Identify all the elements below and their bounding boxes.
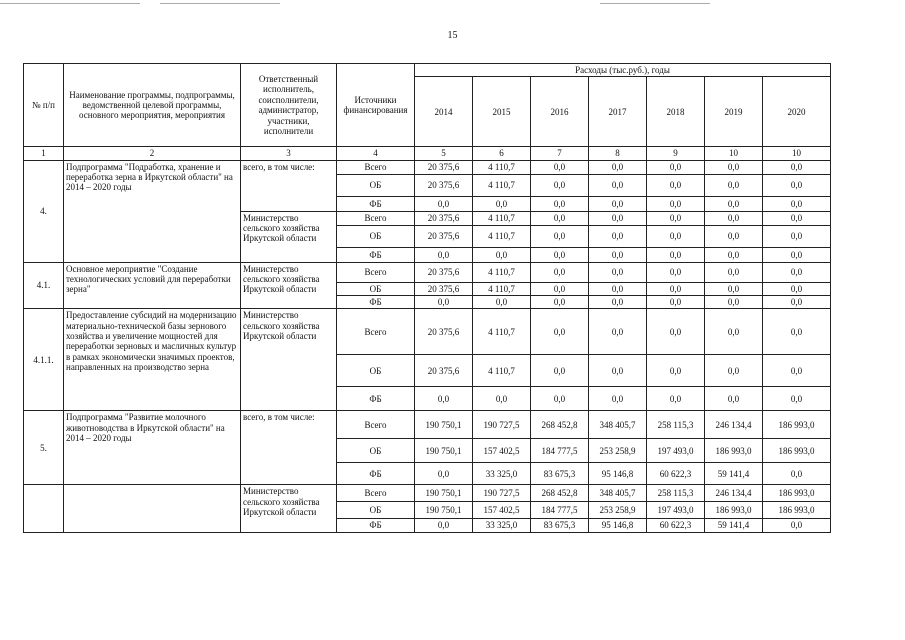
scan-artifact-middle xyxy=(160,3,280,4)
value-cell: 60 622,3 xyxy=(647,519,705,532)
value-cell: 95 146,8 xyxy=(589,463,647,485)
value-cell: 0,0 xyxy=(589,282,647,295)
column-number: 1 xyxy=(24,147,64,160)
value-cell: 197 493,0 xyxy=(647,439,705,463)
value-cell: 0,0 xyxy=(705,355,763,387)
value-cell: 184 777,5 xyxy=(531,502,589,519)
value-cell: 0,0 xyxy=(705,225,763,247)
header-executor: Ответственный исполнитель, соисполнители, администратор, участники, исполнители xyxy=(241,64,337,147)
value-cell: 20 375,6 xyxy=(415,174,473,196)
executor-cell: Министерство сельского хозяйства Иркутской области xyxy=(241,309,337,411)
value-cell: 0,0 xyxy=(531,262,589,282)
value-cell: 0,0 xyxy=(531,211,589,225)
value-cell: 0,0 xyxy=(647,174,705,196)
value-cell: 186 993,0 xyxy=(705,439,763,463)
value-cell: 258 115,3 xyxy=(647,485,705,502)
row-number xyxy=(24,485,64,532)
value-cell: 0,0 xyxy=(763,174,831,196)
value-cell: 0,0 xyxy=(763,160,831,174)
value-cell: 197 493,0 xyxy=(647,502,705,519)
value-cell: 60 622,3 xyxy=(647,463,705,485)
value-cell: 20 375,6 xyxy=(415,355,473,387)
value-cell: 0,0 xyxy=(763,282,831,295)
column-number: 4 xyxy=(337,147,415,160)
value-cell: 0,0 xyxy=(705,387,763,411)
value-cell: 0,0 xyxy=(589,262,647,282)
value-cell: 95 146,8 xyxy=(589,519,647,532)
value-cell: 0,0 xyxy=(705,196,763,211)
source-cell: ОБ xyxy=(337,174,415,196)
value-cell: 0,0 xyxy=(705,309,763,355)
source-cell: Всего xyxy=(337,309,415,355)
value-cell: 0,0 xyxy=(705,174,763,196)
column-number: 7 xyxy=(531,147,589,160)
source-cell: ОБ xyxy=(337,282,415,295)
header-num: № п/п xyxy=(24,64,64,147)
value-cell: 190 750,1 xyxy=(415,502,473,519)
column-number: 5 xyxy=(415,147,473,160)
value-cell: 190 727,5 xyxy=(473,485,531,502)
value-cell: 190 727,5 xyxy=(473,411,531,439)
value-cell: 0,0 xyxy=(589,225,647,247)
value-cell: 0,0 xyxy=(647,309,705,355)
source-cell: Всего xyxy=(337,411,415,439)
header-name: Наименование программы, подпрограммы, ведомственной целевой программы, основного мероприятия, мероприятия xyxy=(64,64,241,147)
source-cell: Всего xyxy=(337,211,415,225)
value-cell: 0,0 xyxy=(531,387,589,411)
value-cell: 0,0 xyxy=(705,247,763,262)
source-cell: ОБ xyxy=(337,502,415,519)
value-cell: 348 405,7 xyxy=(589,485,647,502)
item-name xyxy=(64,485,241,532)
value-cell: 20 375,6 xyxy=(415,160,473,174)
source-cell: ФБ xyxy=(337,196,415,211)
scan-artifact-right xyxy=(600,3,710,4)
column-number: 9 xyxy=(647,147,705,160)
value-cell: 186 993,0 xyxy=(763,439,831,463)
column-number: 8 xyxy=(589,147,647,160)
source-cell: Всего xyxy=(337,262,415,282)
value-cell: 83 675,3 xyxy=(531,463,589,485)
column-number: 6 xyxy=(473,147,531,160)
value-cell: 0,0 xyxy=(647,247,705,262)
value-cell: 0,0 xyxy=(415,387,473,411)
header-year: 2020 xyxy=(763,77,831,147)
value-cell: 0,0 xyxy=(589,296,647,309)
value-cell: 20 375,6 xyxy=(415,225,473,247)
value-cell: 0,0 xyxy=(647,355,705,387)
column-number: 3 xyxy=(241,147,337,160)
value-cell: 268 452,8 xyxy=(531,411,589,439)
value-cell: 0,0 xyxy=(473,196,531,211)
value-cell: 0,0 xyxy=(763,225,831,247)
value-cell: 0,0 xyxy=(647,211,705,225)
value-cell: 4 110,7 xyxy=(473,225,531,247)
value-cell: 0,0 xyxy=(763,519,831,532)
table-header xyxy=(24,64,831,161)
value-cell: 0,0 xyxy=(647,262,705,282)
header-expenses: Расходы (тыс.руб.), годы xyxy=(415,64,831,77)
value-cell: 157 402,5 xyxy=(473,502,531,519)
value-cell: 0,0 xyxy=(647,282,705,295)
value-cell: 0,0 xyxy=(647,196,705,211)
value-cell: 190 750,1 xyxy=(415,411,473,439)
value-cell: 0,0 xyxy=(415,196,473,211)
executor-cell: Министерство сельского хозяйства Иркутской области xyxy=(241,262,337,309)
value-cell: 246 134,4 xyxy=(705,411,763,439)
source-cell: Всего xyxy=(337,160,415,174)
value-cell: 20 375,6 xyxy=(415,211,473,225)
header-year: 2014 xyxy=(415,77,473,147)
value-cell: 0,0 xyxy=(415,519,473,532)
table-row xyxy=(24,411,831,439)
row-number: 4.1. xyxy=(24,262,64,309)
value-cell: 0,0 xyxy=(763,211,831,225)
value-cell: 258 115,3 xyxy=(647,411,705,439)
value-cell: 0,0 xyxy=(531,225,589,247)
source-cell: ФБ xyxy=(337,463,415,485)
value-cell: 0,0 xyxy=(531,160,589,174)
item-name: Подпрограмма "Подработка, хранение и переработка зерна в Иркутской области" на 2014 – 2020 годы xyxy=(64,160,241,262)
value-cell: 0,0 xyxy=(763,309,831,355)
value-cell: 0,0 xyxy=(531,282,589,295)
value-cell: 4 110,7 xyxy=(473,355,531,387)
value-cell: 0,0 xyxy=(647,296,705,309)
value-cell: 186 993,0 xyxy=(763,502,831,519)
table-row xyxy=(24,309,831,355)
item-name: Предоставление субсидий на модернизацию материально-технической базы зернового хозяйства и увеличение мощностей для переработки зерновых и масличных культур в рамках экономически значимых проектов, направленных на производство зерна xyxy=(64,309,241,411)
value-cell: 0,0 xyxy=(589,247,647,262)
value-cell: 4 110,7 xyxy=(473,309,531,355)
scan-artifact-left xyxy=(0,3,140,4)
value-cell: 0,0 xyxy=(647,387,705,411)
value-cell: 0,0 xyxy=(763,247,831,262)
value-cell: 0,0 xyxy=(589,196,647,211)
value-cell: 246 134,4 xyxy=(705,485,763,502)
table-row xyxy=(24,160,831,174)
value-cell: 0,0 xyxy=(531,174,589,196)
value-cell: 0,0 xyxy=(531,309,589,355)
value-cell: 0,0 xyxy=(531,355,589,387)
value-cell: 186 993,0 xyxy=(705,502,763,519)
executor-cell: всего, в том числе: xyxy=(241,411,337,485)
item-name: Подпрограмма "Развитие молочного животноводства в Иркутской области" на 2014 – 2020 годы xyxy=(64,411,241,485)
value-cell: 0,0 xyxy=(415,247,473,262)
source-cell: ФБ xyxy=(337,296,415,309)
value-cell: 0,0 xyxy=(589,355,647,387)
value-cell: 4 110,7 xyxy=(473,282,531,295)
value-cell: 0,0 xyxy=(705,282,763,295)
value-cell: 0,0 xyxy=(473,387,531,411)
value-cell: 0,0 xyxy=(705,296,763,309)
source-cell: ФБ xyxy=(337,387,415,411)
value-cell: 20 375,6 xyxy=(415,282,473,295)
value-cell: 0,0 xyxy=(415,296,473,309)
value-cell: 0,0 xyxy=(763,262,831,282)
row-number: 5. xyxy=(24,411,64,485)
header-year: 2018 xyxy=(647,77,705,147)
value-cell: 0,0 xyxy=(763,355,831,387)
header-year: 2019 xyxy=(705,77,763,147)
header-year: 2017 xyxy=(589,77,647,147)
column-number: 2 xyxy=(64,147,241,160)
header-year: 2016 xyxy=(531,77,589,147)
table-row xyxy=(24,262,831,282)
value-cell: 0,0 xyxy=(589,387,647,411)
value-cell: 33 325,0 xyxy=(473,463,531,485)
value-cell: 59 141,4 xyxy=(705,519,763,532)
value-cell: 20 375,6 xyxy=(415,262,473,282)
value-cell: 33 325,0 xyxy=(473,519,531,532)
value-cell: 4 110,7 xyxy=(473,262,531,282)
value-cell: 0,0 xyxy=(763,296,831,309)
value-cell: 0,0 xyxy=(647,225,705,247)
value-cell: 0,0 xyxy=(705,160,763,174)
value-cell: 4 110,7 xyxy=(473,160,531,174)
header-sources: Источники финансирования xyxy=(337,64,415,147)
value-cell: 0,0 xyxy=(589,309,647,355)
value-cell: 268 452,8 xyxy=(531,485,589,502)
value-cell: 253 258,9 xyxy=(589,439,647,463)
value-cell: 0,0 xyxy=(705,211,763,225)
value-cell: 186 993,0 xyxy=(763,485,831,502)
row-number: 4. xyxy=(24,160,64,262)
value-cell: 4 110,7 xyxy=(473,211,531,225)
page-number: 15 xyxy=(447,30,458,41)
value-cell: 0,0 xyxy=(589,174,647,196)
value-cell: 157 402,5 xyxy=(473,439,531,463)
budget-table xyxy=(23,63,831,533)
source-cell: ФБ xyxy=(337,519,415,532)
value-cell: 20 375,6 xyxy=(415,309,473,355)
column-number: 10 xyxy=(705,147,763,160)
source-cell: ФБ xyxy=(337,247,415,262)
value-cell: 190 750,1 xyxy=(415,439,473,463)
value-cell: 0,0 xyxy=(531,296,589,309)
value-cell: 59 141,4 xyxy=(705,463,763,485)
value-cell: 0,0 xyxy=(473,247,531,262)
value-cell: 0,0 xyxy=(415,463,473,485)
source-cell: ОБ xyxy=(337,355,415,387)
source-cell: Всего xyxy=(337,485,415,502)
value-cell: 190 750,1 xyxy=(415,485,473,502)
value-cell: 253 258,9 xyxy=(589,502,647,519)
table-row xyxy=(24,485,831,502)
value-cell: 0,0 xyxy=(705,262,763,282)
column-number: 10 xyxy=(763,147,831,160)
value-cell: 0,0 xyxy=(763,387,831,411)
value-cell: 0,0 xyxy=(763,196,831,211)
item-name: Основное мероприятие "Создание технологических условий для переработки зерна" xyxy=(64,262,241,309)
source-cell: ОБ xyxy=(337,439,415,463)
value-cell: 0,0 xyxy=(531,247,589,262)
header-year: 2015 xyxy=(473,77,531,147)
row-number: 4.1.1. xyxy=(24,309,64,411)
value-cell: 83 675,3 xyxy=(531,519,589,532)
value-cell: 0,0 xyxy=(647,160,705,174)
value-cell: 0,0 xyxy=(763,463,831,485)
value-cell: 0,0 xyxy=(589,160,647,174)
value-cell: 0,0 xyxy=(473,296,531,309)
value-cell: 186 993,0 xyxy=(763,411,831,439)
value-cell: 0,0 xyxy=(589,211,647,225)
value-cell: 0,0 xyxy=(531,196,589,211)
value-cell: 184 777,5 xyxy=(531,439,589,463)
value-cell: 4 110,7 xyxy=(473,174,531,196)
executor-cell: Министерство сельского хозяйства Иркутской области xyxy=(241,211,337,262)
source-cell: ОБ xyxy=(337,225,415,247)
value-cell: 348 405,7 xyxy=(589,411,647,439)
executor-cell: Министерство сельского хозяйства Иркутской области xyxy=(241,485,337,532)
executor-cell: всего, в том числе: xyxy=(241,160,337,211)
